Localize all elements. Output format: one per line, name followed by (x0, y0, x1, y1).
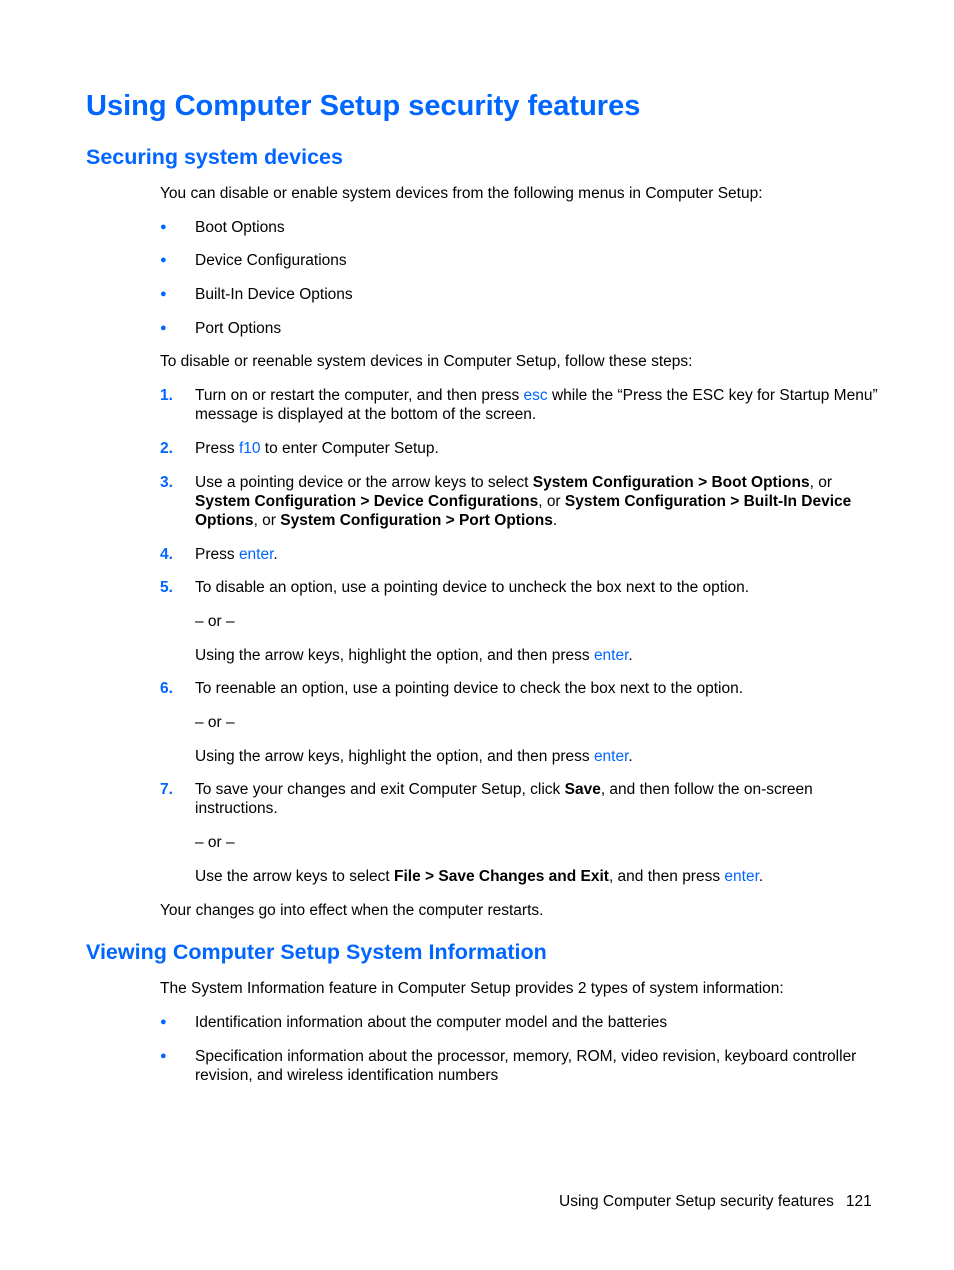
step-2-text: Press f10 to enter Computer Setup. (195, 440, 439, 457)
key-enter: enter (593, 748, 629, 765)
bullet-icon: ● (160, 221, 167, 233)
section-heading-securing: Securing system devices (86, 145, 343, 169)
list-item: Device Configurations (195, 252, 347, 269)
key-enter: enter (593, 647, 629, 664)
key-enter: enter (724, 868, 759, 885)
step-7-text: To save your changes and exit Computer Setup, click Save, and then follow the on-screen instructions. (195, 781, 813, 817)
bullet-icon: ● (160, 254, 167, 266)
bullet-icon: ● (160, 1050, 167, 1062)
bullet-icon: ● (160, 288, 167, 300)
list-item: Specification information about the processor, memory, ROM, video revision, keyboard controller revision, and wireless identification numbers (195, 1048, 857, 1084)
footer-title: Using Computer Setup security features (559, 1193, 834, 1210)
step-5-text: To disable an option, use a pointing device to uncheck the box next to the option. (195, 579, 750, 596)
step-4-text: Press enter. (195, 546, 278, 563)
bullet-icon: ● (160, 1016, 167, 1028)
step-number: 1. (160, 387, 173, 404)
section1-intro: You can disable or enable system devices from the following menus in Computer Setup: (160, 185, 763, 202)
section2-intro: The System Information feature in Computer Setup provides 2 types of system information: (160, 980, 784, 997)
list-item: Built-In Device Options (195, 286, 353, 303)
step-number: 2. (160, 440, 173, 457)
step-number: 5. (160, 579, 173, 596)
steps-intro: To disable or reenable system devices in Computer Setup, follow these steps: (160, 353, 693, 370)
list-item: Identification information about the computer model and the batteries (195, 1014, 668, 1031)
page-footer (559, 1192, 872, 1211)
page-title: Using Computer Setup security features (86, 90, 641, 122)
bullet-icon: ● (160, 322, 167, 334)
step-number: 7. (160, 781, 173, 798)
or-separator: – or – (195, 714, 235, 731)
page-number: 121 (845, 1193, 872, 1210)
or-separator: – or – (195, 613, 235, 630)
step-number: 6. (160, 680, 173, 697)
key-enter: enter (238, 546, 274, 563)
step-7-alt: Use the arrow keys to select File > Save Changes and Exit, and then press enter. (195, 868, 764, 885)
or-separator: – or – (195, 834, 235, 851)
list-item: Boot Options (195, 219, 285, 236)
closing-text: Your changes go into effect when the computer restarts. (160, 902, 544, 919)
step-5-alt: Using the arrow keys, highlight the option, and then press enter. (195, 647, 633, 664)
list-item: Port Options (195, 320, 282, 337)
step-6-text: To reenable an option, use a pointing device to check the box next to the option. (195, 680, 744, 697)
key-esc: esc (523, 387, 548, 404)
step-number: 4. (160, 546, 173, 563)
step-3-text: Use a pointing device or the arrow keys to select System Configuration > Boot Options, or System Configuration > Device Configurations, or System Configuration > Built-In Device Options, or System Configuration > Port Options. (195, 474, 852, 529)
step-6-alt: Using the arrow keys, highlight the option, and then press enter. (195, 748, 633, 765)
step-1-text: Turn on or restart the computer, and then press esc while the “Press the ESC key for Startup Menu” message is displayed at the bottom of the screen. (195, 387, 878, 423)
step-number: 3. (160, 474, 173, 491)
key-f10: f10 (238, 440, 261, 457)
section-heading-viewing: Viewing Computer Setup System Information (86, 940, 547, 964)
